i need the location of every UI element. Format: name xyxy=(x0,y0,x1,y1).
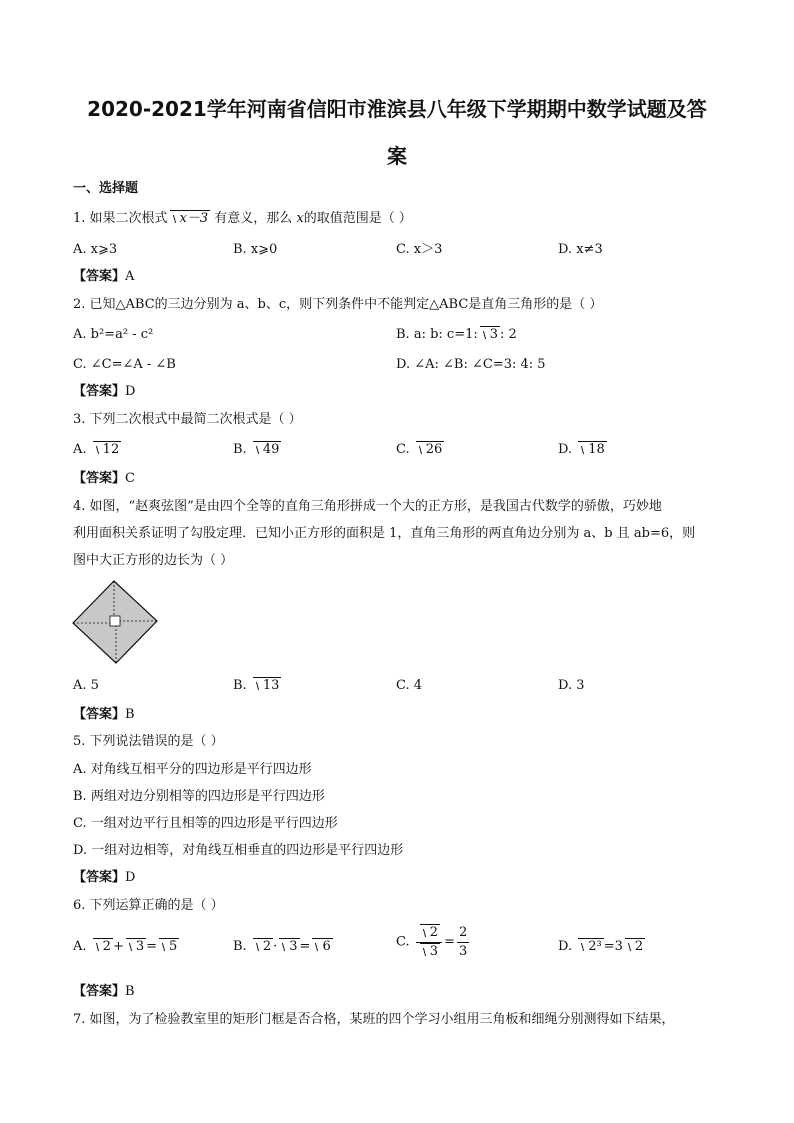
q5-answer: 【答案】D xyxy=(73,870,136,885)
sqrt-sign: 12 xyxy=(93,441,122,458)
sqrt-sign: 3 xyxy=(480,326,500,343)
section-heading: 一、选择题 xyxy=(73,181,139,196)
document-title-line1: 2020-2021学年河南省信阳市淮滨县八年级下学期期中数学试题及答 xyxy=(87,97,707,121)
fraction: $\frac{2}{3}$ xyxy=(458,925,468,959)
q1-option-c: C. x＞3 xyxy=(396,242,443,257)
q6-option-d: D. 2³ =3 2 xyxy=(558,939,644,954)
sqrt-sign: 6 xyxy=(312,938,332,955)
zhao-shuang-diagram xyxy=(72,579,158,665)
small-square xyxy=(110,616,120,626)
q1-option-d: D. x≠3 xyxy=(558,242,603,257)
sqrt-sign: 5 xyxy=(159,938,179,955)
q1-answer: 【答案】A xyxy=(73,269,135,284)
sqrt-sign: 3 xyxy=(420,943,440,960)
fraction xyxy=(416,924,442,961)
sqrt-sign: 2 xyxy=(625,938,645,955)
q3-option-d: D. 18 xyxy=(558,442,605,457)
q5-option-c: C. 一组对边平行且相等的四边形是平行四边形 xyxy=(73,816,338,831)
q6-answer: 【答案】B xyxy=(73,984,135,999)
q6-option-b: B. 2 · 3 = 6 xyxy=(233,939,331,954)
question-1: 1. 如果二次根式 x－3 有意义，那么 x的取值范围是（ ） xyxy=(73,211,412,226)
sqrt-sign: 18 xyxy=(578,441,607,458)
q4-option-d: D. 3 xyxy=(558,678,585,693)
q5-option-a: A. 对角线互相平分的四边形是平行四边形 xyxy=(73,762,312,777)
sqrt-sign: x－3 xyxy=(170,210,211,227)
question-7-line1: 7. 如图，为了检验教室里的矩形门框是否合格，某班的四个学习小组用三角板和细绳分别测得如下结果， xyxy=(73,1012,675,1027)
sqrt-sign: 26 xyxy=(416,441,445,458)
q4-option-c: C. 4 xyxy=(396,678,423,693)
q5-option-d: D. 一组对边相等，对角线互相垂直的四边形是平行四边形 xyxy=(73,843,404,858)
question-2: 2. 已知△ABC的三边分别为 a、b、c，则下列条件中不能判定△ABC是直角三角形的是（ ） xyxy=(73,297,603,312)
q2-option-b: B. a: b: c=1: 3 : 2 xyxy=(396,327,517,342)
q2-option-c: C. ∠C=∠A - ∠B xyxy=(73,357,176,372)
sqrt-sign: 3 xyxy=(279,938,299,955)
q3-option-a: A. 12 xyxy=(73,442,120,457)
q2-option-d: D. ∠A: ∠B: ∠C=3: 4: 5 xyxy=(396,357,546,372)
q6-option-c: C. $\frac{2}{3}$ = $\frac{2}{3}$ xyxy=(396,925,468,959)
sqrt-sign: 2 xyxy=(420,924,440,941)
question-3: 3. 下列二次根式中最简二次根式是（ ） xyxy=(73,412,302,427)
sqrt-sign: 2³ xyxy=(578,938,603,955)
document-title-line2: 案 xyxy=(387,144,407,168)
question-4-line3: 图中大正方形的边长为（ ） xyxy=(73,553,234,568)
q1-option-b: B. x⩾0 xyxy=(233,242,278,257)
q1-text: 1. 如果二次根式 xyxy=(73,211,168,226)
q2-answer: 【答案】D xyxy=(73,384,136,399)
q6-option-a: A. 2 + 3 = 5 xyxy=(73,939,178,954)
sqrt-sign: 2 xyxy=(93,938,113,955)
question-4-line2: 利用面积关系证明了勾股定理．已知小正方形的面积是 1，直角三角形的两直角边分别为 a、b 且 ab=6，则 xyxy=(73,526,696,541)
q4-answer: 【答案】B xyxy=(73,707,135,722)
sqrt-sign: 13 xyxy=(253,677,282,694)
question-6: 6. 下列运算正确的是（ ） xyxy=(73,898,224,913)
q2-option-a: A. b²=a² - c² xyxy=(73,327,154,342)
sqrt-sign: 3 xyxy=(126,938,146,955)
q1-option-a: A. x⩾3 xyxy=(73,242,118,257)
question-4-line1: 4. 如图，“赵爽弦图”是由四个全等的直角三角形拼成一个大的正方形，是我国古代数学的骄傲，巧妙地 xyxy=(73,499,662,514)
q3-option-c: C. 26 xyxy=(396,442,443,457)
q4-option-a: A. 5 xyxy=(73,678,99,693)
q5-option-b: B. 两组对边分别相等的四边形是平行四边形 xyxy=(73,789,325,804)
sqrt-sign: 2 xyxy=(253,938,273,955)
sqrt-sign: 49 xyxy=(253,441,282,458)
q3-answer: 【答案】C xyxy=(73,471,135,486)
question-5: 5. 下列说法错误的是（ ） xyxy=(73,734,224,749)
q4-option-b: B. 13 xyxy=(233,678,280,693)
q3-option-b: B. 49 xyxy=(233,442,280,457)
